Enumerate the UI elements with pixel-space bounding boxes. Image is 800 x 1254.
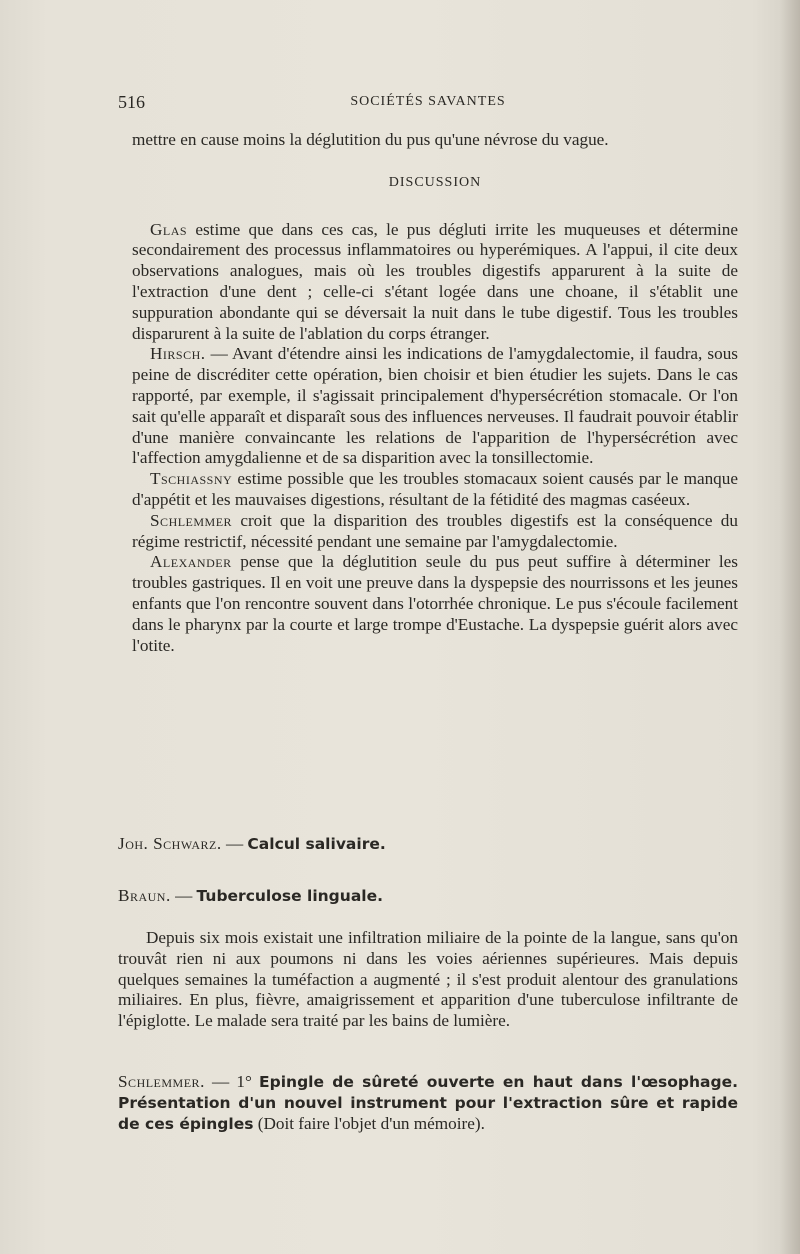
discussion-paragraph-tschiassny xyxy=(132,469,738,511)
item-dash: — xyxy=(221,834,248,853)
item-author: Braun. xyxy=(118,886,171,905)
item-tail: (Doit faire l'objet d'un mémoire). xyxy=(253,1113,485,1133)
paragraph-text: croit que la disparition des troubles digestifs est la conséquence du régime restrictif, nécessité pendant une semaine par l'amygdalectomie. xyxy=(132,510,738,551)
item-dash: — xyxy=(170,886,197,905)
item-dash: — xyxy=(204,1072,237,1091)
item-title: Calcul salivaire. xyxy=(247,835,386,853)
page-header xyxy=(118,92,738,116)
page-edge-shadow xyxy=(780,0,800,1254)
page-number: 516 xyxy=(118,92,145,112)
item-author: Joh. Schwarz. xyxy=(118,834,222,853)
item-author: Schlemmer. xyxy=(118,1072,205,1091)
discussion-section xyxy=(132,130,738,656)
speaker-name: Schlemmer xyxy=(150,510,233,530)
item-schlemmer xyxy=(118,1072,738,1134)
discussion-paragraph-hirsch xyxy=(132,344,738,469)
running-title: SOCIÉTÉS SAVANTES xyxy=(350,94,506,109)
speaker-name: Glas xyxy=(150,219,188,239)
braun-paragraph: Depuis six mois existait une infiltration miliaire de la pointe de la langue, sans qu'on trouvât rien ni aux poumons ni dans les voies aériennes supérieures. Mais depuis quelques semaines la tuméfaction a augmenté ; il s'est produit alentour des granulations miliaires. En plus, fièvre, amaigrissement et apparition d'une tuberculose infiltrante de l'épiglotte. Le malade sera traité par les bains de lumière. xyxy=(118,928,738,1031)
item-title: Tuberculose linguale. xyxy=(196,887,383,905)
speaker-name: Tschiassny xyxy=(150,469,233,489)
item-title: Epingle de sûreté ouverte en haut dans l'œsophage. Présentation d'un nouvel instrument pour l'extraction sûre et rapide de ces épingles xyxy=(118,1073,738,1133)
paragraph-text: — Avant d'étendre ainsi les indications de l'amygdalectomie, il faudra, sous peine de discréditer cette opération, bien choisir et bien étudier les sujets. Dans le cas rapporté, par exemple, il s'agissait principalement d'hypersécrétion stomacale. Or l'on sait qu'elle apparaît et disparaît sous des influences nerveuses. Il faudrait pouvoir établir d'une manière convaincante les relations de l'apparition de l'hypersécrétion avec l'affection amygdalienne et de sa disparition avec la tonsillectomie. xyxy=(132,344,738,468)
paragraph-text: estime possible que les troubles stomacaux soient causés par le manque d'appétit et les mauvaises digestions, résultant de la fétidité des magmas caséeux. xyxy=(132,469,738,509)
intro-paragraph: mettre en cause moins la déglutition du pus qu'une névrose du vague. xyxy=(132,130,609,149)
item-braun xyxy=(118,886,738,907)
discussion-heading: DISCUSSION xyxy=(388,174,482,190)
item-schwarz xyxy=(118,834,738,855)
braun-body xyxy=(118,928,738,1032)
discussion-paragraph-alexander xyxy=(132,552,738,656)
speaker-name: Alexander xyxy=(150,552,232,572)
speaker-name: Hirsch. xyxy=(150,344,206,364)
paragraph-text: pense que la déglutition seule du pus peut suffire à déterminer les troubles gastriques. Il en voit une preuve dans la dyspepsie des nourrissons et les jeunes enfants que l'on rencontre souvent dans l'otorrhée chronique. Le pus s'écoule facilement dans le pharynx par la courte et large trompe d'Eustache. La dyspepsie guérit alors avec l'otite. xyxy=(132,552,738,655)
paragraph-text: estime que dans ces cas, le pus dégluti irrite les muqueuses et détermine secondairement des processus inflammatoires ou hyperémiques. A l'appui, il cite deux observations analogues, mais où les troubles digestifs apparurent à la suite de l'extraction d'une dent ; celle-ci s'étant logée dans une choane, il s'établit une suppuration abondante qui se déversait la nuit dans le tube digestif. Tous les troubles disparurent à la suite de l'ablation du corps étranger. xyxy=(132,219,738,343)
discussion-paragraph-schlemmer xyxy=(132,511,738,553)
item-number: 1° xyxy=(236,1072,260,1091)
discussion-paragraph-glas xyxy=(132,220,738,345)
